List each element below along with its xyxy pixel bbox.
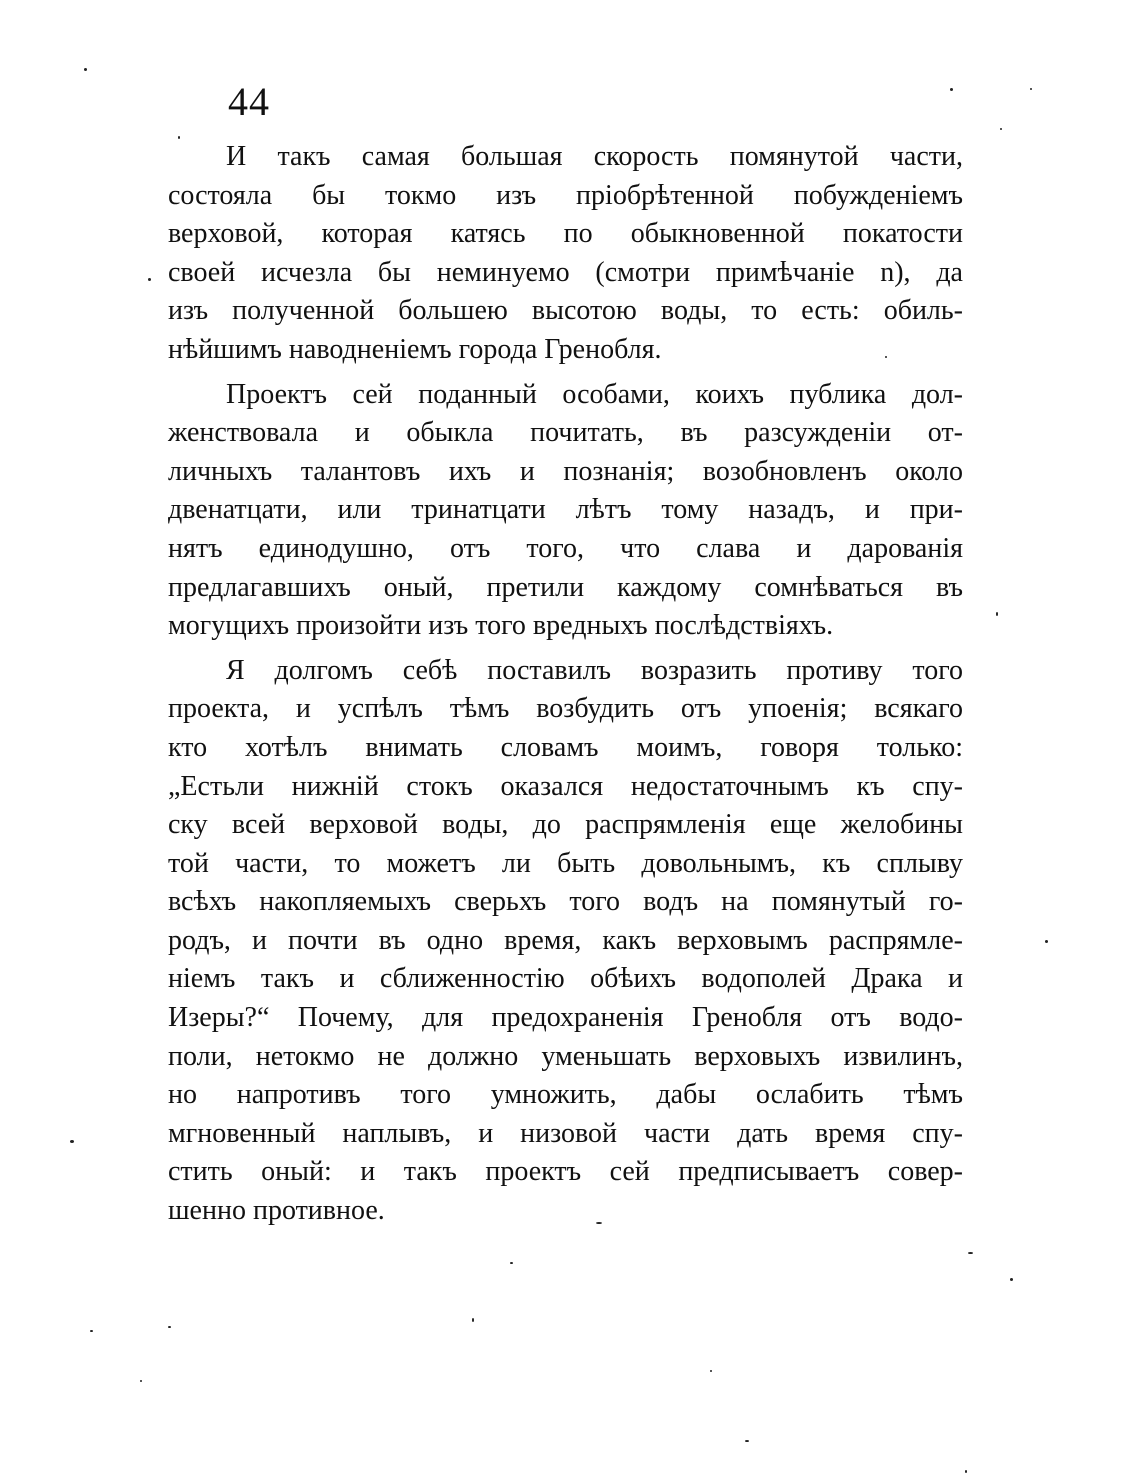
scan-speck [510, 1262, 513, 1264]
text-line: своей исчезла бы неминуемо (смотри примѣчаніе n), да [168, 256, 963, 288]
scan-speck [1030, 88, 1032, 90]
text-line: проекта, и успѣлъ тѣмъ возбудить отъ упоенія; всякаго [168, 693, 963, 725]
paragraph-1 [168, 138, 963, 370]
scan-speck [472, 1318, 474, 1322]
page-number: 44 [228, 79, 270, 124]
text-line: И такъ самая большая скорость помянутой части, [226, 141, 963, 172]
text-line: той части, то можетъ ли быть довольнымъ, къ сплыву [168, 847, 963, 879]
scan-speck [140, 1380, 142, 1382]
text-line: Проектъ сей поданный особами, коихъ публика дол- [226, 378, 963, 410]
scan-speck [168, 1326, 171, 1328]
scan-speck [596, 1222, 602, 1224]
text-line: стить оный: и такъ проектъ сей предписываетъ совер- [168, 1156, 963, 1188]
scan-speck [90, 1330, 93, 1332]
text-line: но напротивъ того умножить, дабы ослабить тѣмъ [168, 1079, 963, 1111]
text-line: родъ, и почти въ одно время, какъ верховымъ распрямле- [168, 924, 963, 956]
text-line: изъ полученной большею высотою воды, то есть: обиль- [168, 295, 963, 327]
text-line: шенно противное. [168, 1195, 385, 1227]
scan-speck [70, 1140, 74, 1143]
paragraph-3 [168, 652, 963, 1231]
scan-speck [1010, 1278, 1013, 1281]
text-line: нѣйшимъ наводненіемъ города Гренобля. [168, 333, 662, 365]
scan-speck [745, 1440, 749, 1442]
scan-speck [965, 1470, 967, 1473]
text-line: ску всей верховой воды, до распрямленія еще желобины [168, 809, 963, 841]
text-line: Изеры?“ Почему, для предохраненія Гренобля отъ водо- [168, 1002, 963, 1034]
paragraph-2 [168, 376, 963, 646]
text-line: женствовала и обыкла почитать, въ разсужденіи от- [168, 417, 963, 449]
text-line: всѣхъ накопляемыхъ сверьхъ того водъ на помянутый го- [168, 886, 963, 918]
text-line: верховой, которая катясь по обыкновенной покатости [168, 218, 963, 250]
text-line: Я долгомъ себѣ поставилъ возразить противу того [226, 654, 963, 686]
text-line: нятъ единодушно, отъ того, что слава и дарованія [168, 532, 963, 564]
text-line: двенатцати, или тринатцати лѣтъ тому назадъ, и при- [168, 494, 963, 526]
text-line: мгновенный наплывъ, и низовой части дать время спу- [168, 1117, 963, 1149]
scan-speck [178, 136, 180, 139]
text-line: „Естьли нижній стокъ оказался недостаточнымъ къ спу- [168, 770, 963, 802]
scan-speck [950, 88, 953, 91]
scan-speck [1045, 940, 1048, 943]
text-line: кто хотѣлъ внимать словамъ моимъ, говоря только: [168, 731, 963, 763]
text-line: предлагавшихъ оный, претили каждому сомнѣваться въ [168, 571, 963, 603]
scan-speck [1000, 128, 1002, 130]
text-line: личныхъ талантовъ ихъ и познанія; возобновленъ около [168, 455, 963, 487]
text-line: поли, нетокмо не должно уменьшать верховыхъ извилинъ, [168, 1040, 963, 1072]
text-line: ніемъ такъ и сближенностію обѣихъ водополей Драка и [168, 963, 963, 995]
scan-speck [148, 278, 151, 281]
scan-speck [996, 612, 998, 616]
scan-speck [885, 356, 887, 358]
text-line: состояла бы токмо изъ пріобрѣтенной побужденіемъ [168, 179, 963, 211]
scan-speck [968, 1252, 973, 1254]
scan-speck [84, 68, 87, 71]
text-line: могущихъ произойти изъ того вредныхъ послѣдствіяхъ. [168, 610, 834, 642]
scan-speck [710, 1370, 712, 1372]
body-text [168, 138, 963, 1231]
